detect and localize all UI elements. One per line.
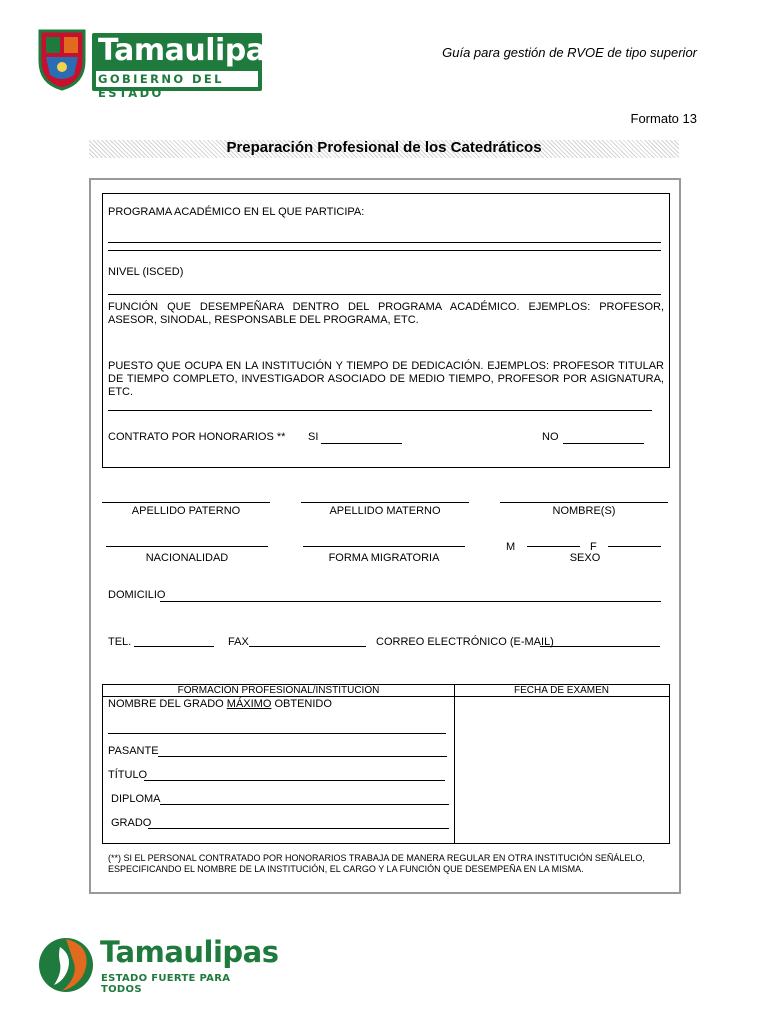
fecha-examen-header: FECHA DE EXAMEN	[513, 685, 610, 696]
nivel-label: NIVEL (ISCED)	[108, 266, 184, 278]
no-label: NO	[542, 431, 559, 443]
formacion-divider-h	[102, 696, 670, 697]
pasante-label: PASANTE	[108, 745, 159, 757]
grado-maximo-suffix: OBTENIDO	[271, 698, 332, 710]
apellido-materno-field[interactable]	[301, 502, 469, 503]
grado-maximo-prefix: NOMBRE DEL GRADO	[108, 698, 227, 710]
funcion-label: FUNCIÓN QUE DESEMPEÑARA DENTRO DEL PROGRAMA ACADÉMICO. EJEMPLOS: PROFESOR, ASESOR, SINODAL, RESPONSABLE DEL PROGRAMA, ETC.	[108, 301, 664, 326]
puesto-label: PUESTO QUE OCUPA EN LA INSTITUCIÓN Y TIEMPO DE DEDICACIÓN. EJEMPLOS: PROFESOR TITULAR DE TIEMPO COMPLETO, INVESTIGADOR ASOCIADO DE MEDIO TIEMPO, PROFESOR POR ASIGNATURA, ETC.	[108, 360, 664, 398]
guide-title: Guía para gestión de RVOE de tipo superior	[442, 45, 697, 60]
footer-logo	[38, 935, 279, 997]
nivel-field[interactable]	[108, 294, 661, 295]
titulo-field[interactable]	[144, 780, 445, 781]
puesto-field[interactable]	[108, 410, 652, 411]
programa-field-1[interactable]	[108, 242, 661, 243]
grado-label: GRADO	[111, 817, 152, 829]
forma-migratoria-label: FORMA MIGRATORIA	[328, 552, 440, 564]
apellido-paterno-field[interactable]	[102, 502, 270, 503]
nombres-label: NOMBRE(S)	[552, 505, 616, 517]
grado-maximo-underlined: MÁXIMO	[226, 698, 272, 710]
diploma-field[interactable]	[160, 804, 449, 805]
m-label: M	[506, 541, 516, 553]
sexo-label: SEXO	[569, 552, 601, 564]
f-field[interactable]	[608, 546, 661, 547]
pasante-field[interactable]	[158, 756, 447, 757]
titulo-label: TÍTULO	[108, 769, 148, 781]
swirl-emblem-icon	[38, 935, 96, 995]
contrato-label: CONTRATO POR HONORARIOS **	[108, 431, 286, 443]
forma-migratoria-field[interactable]	[303, 546, 465, 547]
footer-logo-subtitle: ESTADO FUERTE PARA TODOS	[101, 973, 231, 995]
diploma-label: DIPLOMA	[111, 793, 161, 805]
fax-field[interactable]	[249, 646, 366, 647]
nacionalidad-field[interactable]	[106, 546, 268, 547]
programa-field-2[interactable]	[108, 250, 661, 251]
header-logo	[36, 27, 283, 100]
fax-label: FAX	[228, 636, 249, 648]
grado-maximo-label	[108, 698, 332, 710]
footnote: (**) SI EL PERSONAL CONTRATADO POR HONORARIOS TRABAJA DE MANERA REGULAR EN OTRA INSTITUCIÓN SEÑÁLELO, ESPECIFICANDO EL NOMBRE DE LA INSTITUCIÓN, EL CARGO Y LA FUNCIÓN QUE DESEMPEÑA EN LA MISMA.	[108, 853, 645, 874]
grado-maximo-field[interactable]	[108, 733, 446, 734]
f-label: F	[590, 541, 597, 553]
page-title: Preparación Profesional de los Catedráticos	[226, 139, 542, 156]
formacion-header: FORMACIÓN PROFESIONAL/INSTITUCIÓN	[177, 685, 380, 696]
correo-field[interactable]	[540, 646, 660, 647]
no-field[interactable]	[563, 443, 644, 444]
si-label: SI	[308, 431, 319, 443]
apellido-materno-label: APELLIDO MATERNO	[329, 505, 441, 517]
coat-of-arms-icon	[36, 27, 88, 91]
si-field[interactable]	[321, 443, 402, 444]
header-logo-name: Tamaulipas	[98, 33, 283, 68]
grado-field[interactable]	[148, 828, 449, 829]
correo-label: CORREO ELECTRÓNICO (E-MAIL)	[376, 636, 554, 648]
formacion-divider-v	[454, 684, 455, 843]
program-box	[102, 193, 670, 468]
tel-label: TEL.	[108, 636, 132, 648]
tel-field[interactable]	[134, 646, 214, 647]
header-logo-subtitle: GOBIERNO DEL ESTADO	[98, 72, 224, 100]
domicilio-field[interactable]	[160, 601, 661, 602]
format-label: Formato 13	[630, 111, 697, 126]
m-field[interactable]	[527, 546, 580, 547]
apellido-paterno-label: APELLIDO PATERNO	[131, 505, 241, 517]
programa-label: PROGRAMA ACADÉMICO EN EL QUE PARTICIPA:	[108, 206, 365, 218]
nombres-field[interactable]	[500, 502, 668, 503]
domicilio-label: DOMICILIO	[108, 589, 166, 601]
footer-logo-name: Tamaulipas	[100, 935, 279, 969]
nacionalidad-label: NACIONALIDAD	[145, 552, 229, 564]
